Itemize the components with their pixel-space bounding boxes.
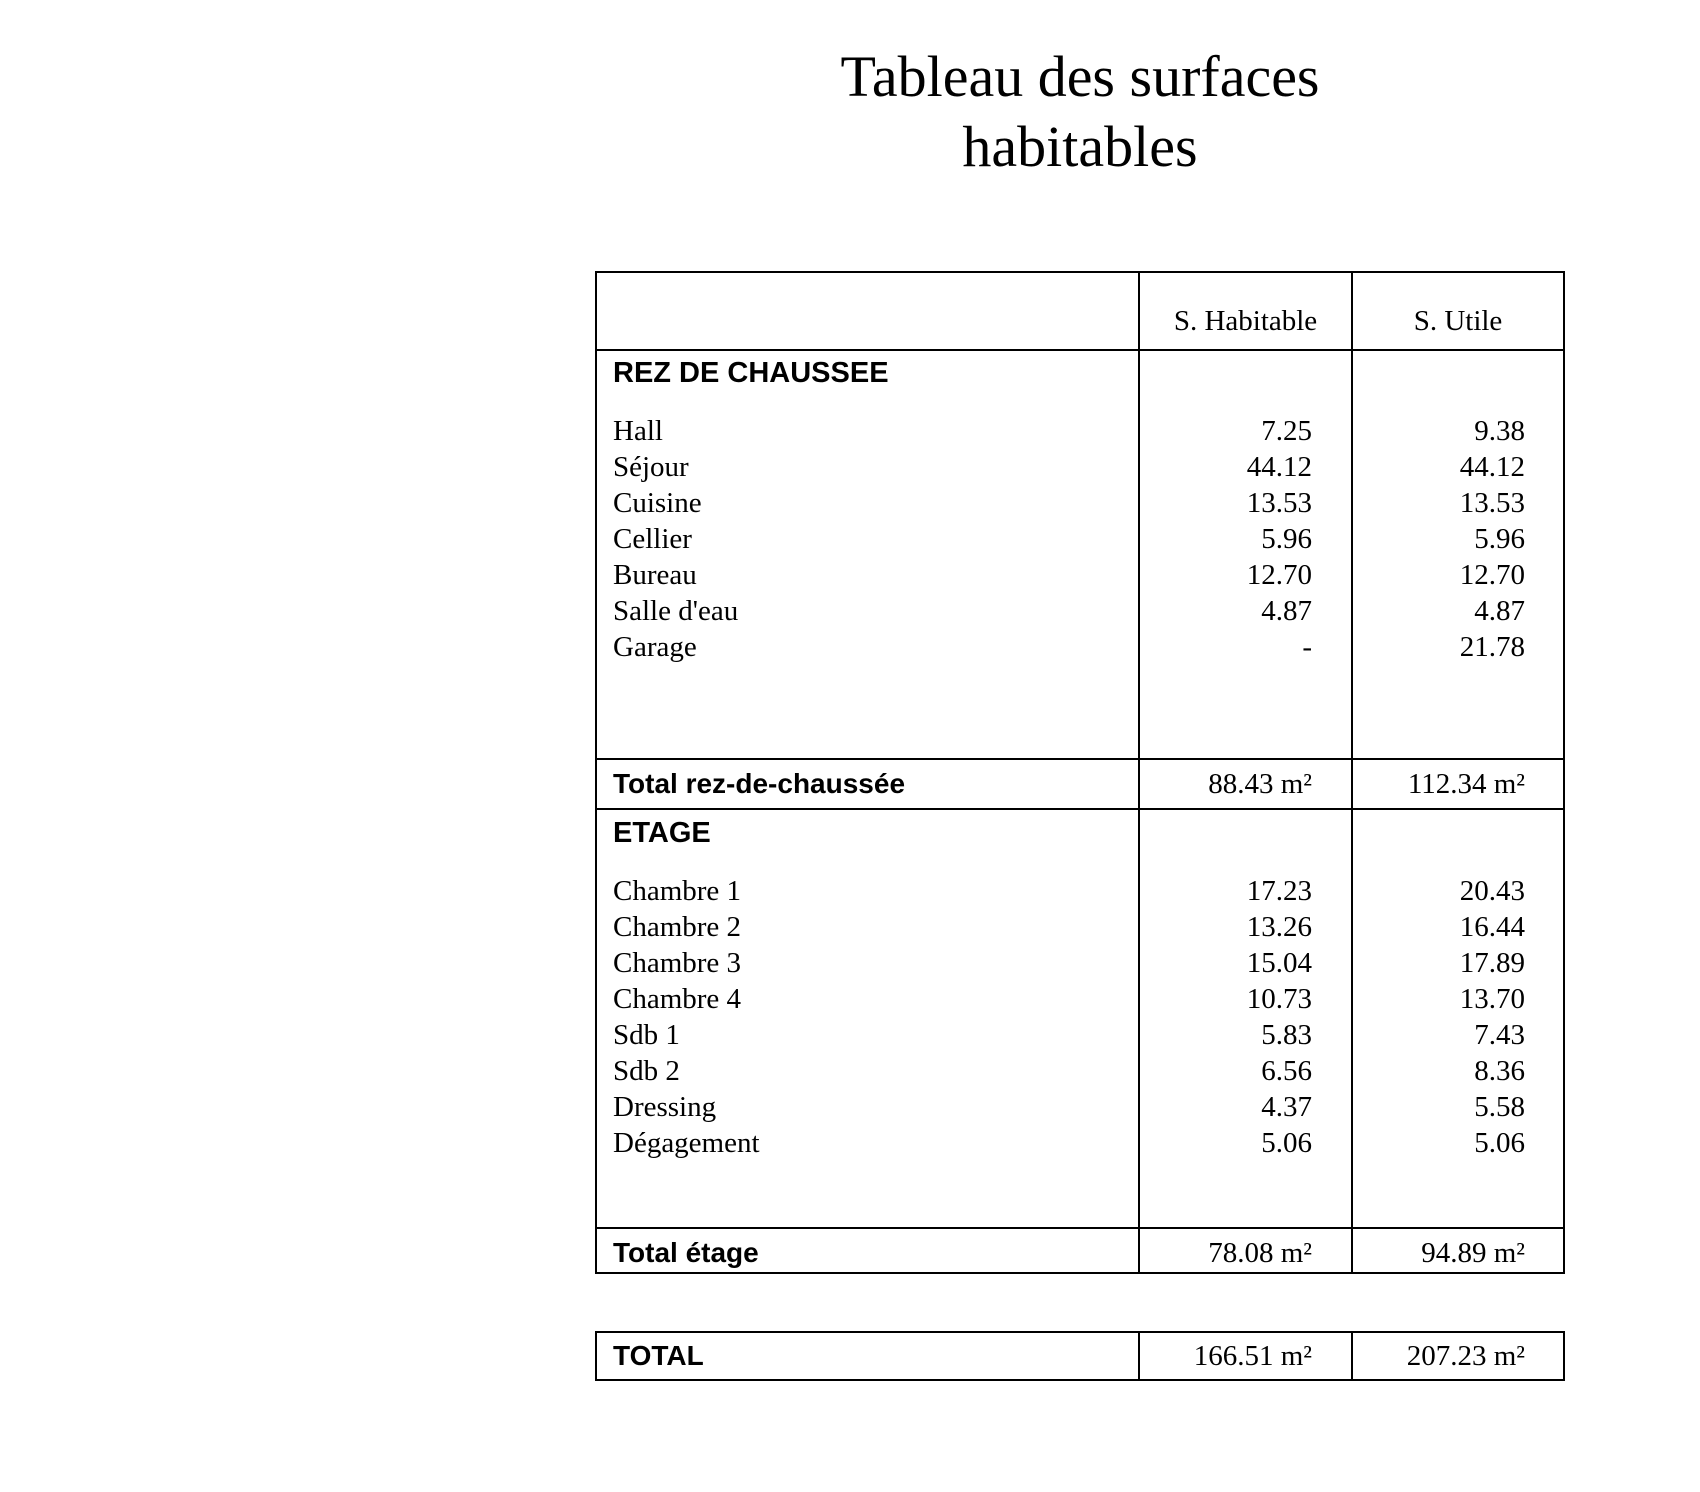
- row-habitable: 44.12: [1246, 451, 1312, 483]
- row-utile: 13.70: [1459, 983, 1525, 1015]
- row-habitable: 6.56: [1261, 1055, 1312, 1087]
- row-habitable: 13.53: [1246, 487, 1312, 519]
- row-habitable: 4.37: [1261, 1091, 1312, 1123]
- row-utile: 8.36: [1474, 1055, 1525, 1087]
- table-row: [613, 1089, 1563, 1125]
- table-row: [613, 521, 1563, 557]
- row-label: Chambre 4: [613, 983, 742, 1015]
- rdc-total-label: Total rez-de-chaussée: [613, 768, 906, 799]
- row-habitable: 12.70: [1246, 559, 1312, 591]
- table-row: [613, 1017, 1563, 1053]
- row-label: Chambre 3: [613, 947, 742, 979]
- section-heading-rdc: REZ DE CHAUSSEE: [613, 357, 889, 389]
- surfaces-table: [595, 271, 1565, 1274]
- page-title: [780, 42, 1380, 182]
- row-label: Cuisine: [613, 487, 702, 519]
- row-label: Sdb 2: [613, 1055, 680, 1087]
- table-row: [613, 1125, 1563, 1161]
- etage-total-label: Total étage: [613, 1237, 759, 1268]
- table-row: [613, 1053, 1563, 1089]
- column-header-utile: S. Utile: [1413, 305, 1503, 337]
- row-utile: 5.06: [1474, 1127, 1525, 1159]
- row-habitable: -: [1302, 631, 1312, 663]
- row-habitable: 4.87: [1261, 595, 1312, 627]
- row-label: Chambre 2: [613, 911, 742, 943]
- row-utile: 13.53: [1459, 487, 1525, 519]
- table-row: [613, 593, 1563, 629]
- row-label: Sdb 1: [613, 1019, 680, 1051]
- row-utile: 12.70: [1459, 559, 1525, 591]
- row-utile: 9.38: [1474, 415, 1525, 447]
- row-habitable: 5.83: [1261, 1019, 1312, 1051]
- table-row: [613, 873, 1563, 909]
- row-utile: 20.43: [1459, 875, 1525, 907]
- row-utile: 44.12: [1459, 451, 1525, 483]
- rdc-total-bottom-divider: [597, 808, 1563, 810]
- table-row: [613, 485, 1563, 521]
- grand-total-table: [595, 1331, 1565, 1381]
- grand-total-utile: 207.23 m²: [1406, 1340, 1525, 1372]
- table-row: [613, 557, 1563, 593]
- row-habitable: 17.23: [1246, 875, 1312, 907]
- row-label: Hall: [613, 415, 663, 447]
- row-label: Dressing: [613, 1091, 717, 1123]
- row-utile: 5.96: [1474, 523, 1525, 555]
- row-label: Salle d'eau: [613, 595, 739, 627]
- row-label: Bureau: [613, 559, 697, 591]
- rdc-total-row: [597, 760, 1563, 808]
- etage-rows: [613, 873, 1563, 1161]
- rdc-total-habitable: 88.43 m²: [1208, 768, 1312, 800]
- table-row: [613, 629, 1563, 665]
- row-utile: 4.87: [1474, 595, 1525, 627]
- grand-total-habitable: 166.51 m²: [1193, 1340, 1312, 1372]
- etage-total-habitable: 78.08 m²: [1208, 1237, 1312, 1269]
- etage-total-row: [597, 1229, 1563, 1277]
- row-utile: 16.44: [1459, 911, 1525, 943]
- row-utile: 17.89: [1459, 947, 1525, 979]
- table-row: [613, 945, 1563, 981]
- row-habitable: 15.04: [1246, 947, 1312, 979]
- grand-total-label: TOTAL: [613, 1340, 704, 1371]
- header-divider: [597, 349, 1563, 351]
- row-utile: 7.43: [1474, 1019, 1525, 1051]
- rdc-rows: [613, 413, 1563, 665]
- row-habitable: 5.96: [1261, 523, 1312, 555]
- row-label: Cellier: [613, 523, 692, 555]
- row-utile: 5.58: [1474, 1091, 1525, 1123]
- row-habitable: 13.26: [1246, 911, 1312, 943]
- title-line-1: Tableau des surfaces: [840, 44, 1320, 109]
- table-row: [613, 413, 1563, 449]
- etage-total-utile: 94.89 m²: [1421, 1237, 1525, 1269]
- title-line-2: habitables: [962, 114, 1198, 179]
- row-habitable: 10.73: [1246, 983, 1312, 1015]
- row-label: Chambre 1: [613, 875, 742, 907]
- row-label: Garage: [613, 631, 697, 663]
- row-utile: 21.78: [1459, 631, 1525, 663]
- row-habitable: 7.25: [1261, 415, 1312, 447]
- table-row: [613, 909, 1563, 945]
- row-label: Dégagement: [613, 1127, 760, 1159]
- column-header-habitable: S. Habitable: [1173, 305, 1318, 337]
- section-heading-etage: ETAGE: [613, 817, 711, 849]
- table-row: [613, 981, 1563, 1017]
- rdc-total-utile: 112.34 m²: [1407, 768, 1525, 800]
- row-label: Séjour: [613, 451, 689, 483]
- row-habitable: 5.06: [1261, 1127, 1312, 1159]
- table-row: [613, 449, 1563, 485]
